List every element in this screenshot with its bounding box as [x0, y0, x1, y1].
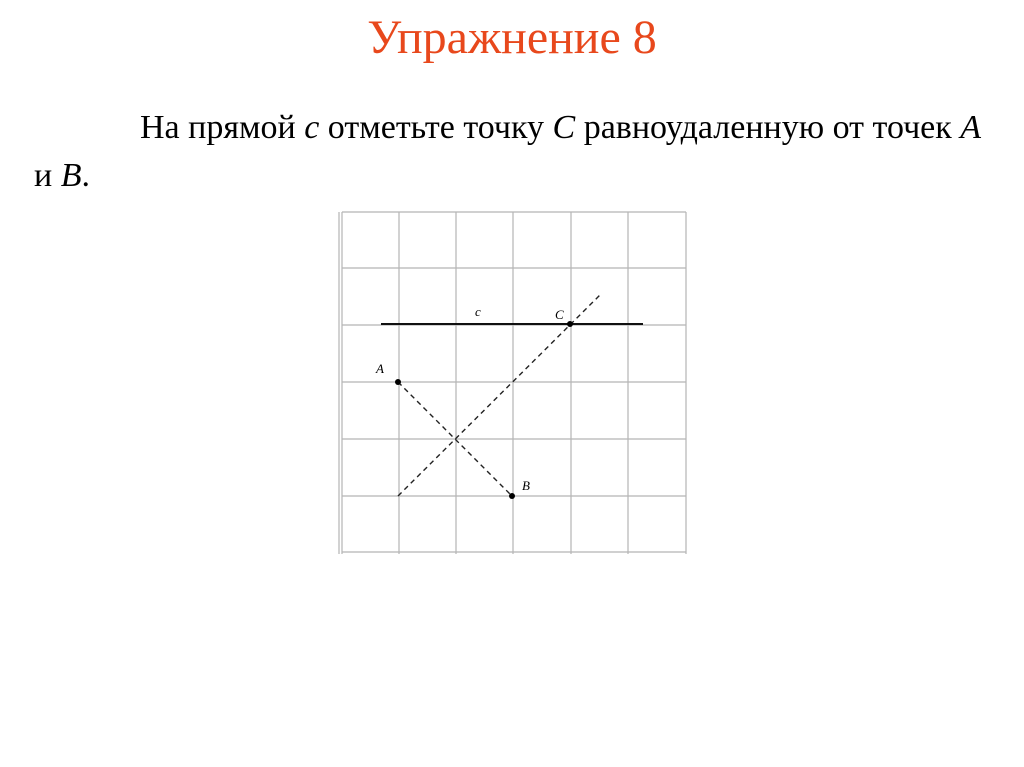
task-text-part-3: равноудаленную от точек	[575, 109, 961, 146]
var-point-b: B	[60, 157, 82, 194]
task-text	[34, 104, 1004, 200]
label-line-c: c	[475, 304, 481, 319]
point-a	[395, 379, 401, 385]
var-point-a: A	[960, 109, 982, 146]
label-point-c: C	[555, 307, 564, 322]
var-point-c: C	[552, 109, 576, 146]
grid	[339, 212, 686, 554]
point-b	[509, 493, 515, 499]
geometry-figure	[336, 208, 692, 558]
label-point-b: B	[522, 478, 530, 493]
task-text-part-2: отметьте точку	[319, 109, 553, 146]
task-text-part-5: .	[81, 157, 90, 194]
grid-drawing	[336, 208, 692, 558]
task-text-part-4: и	[34, 157, 61, 194]
point-c	[567, 321, 573, 327]
label-point-a: A	[376, 361, 384, 376]
var-line-c: c	[304, 109, 320, 146]
task-text-part-1: На прямой	[140, 109, 305, 146]
slide-title: Упражнение 8	[367, 11, 657, 64]
